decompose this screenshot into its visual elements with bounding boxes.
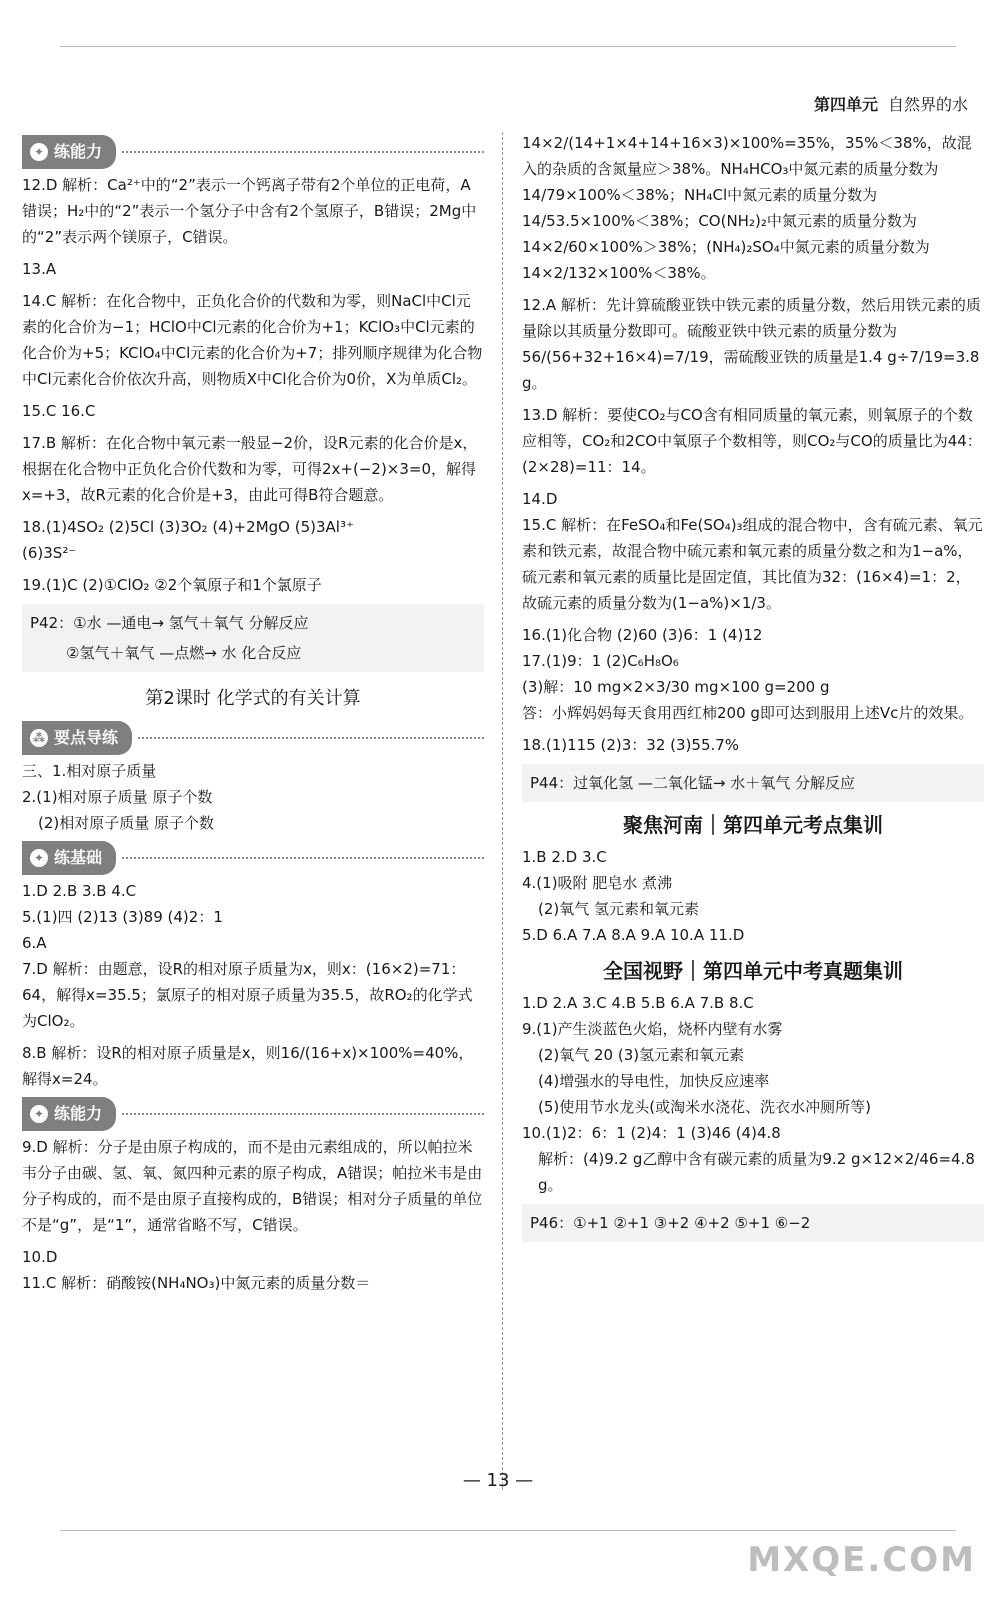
answer-15-16: 15.C 16.C — [22, 402, 96, 420]
national-9-4: (4)增强水的导电性，加快反应速率 — [538, 1072, 770, 1090]
runner-icon: ✦ — [30, 143, 48, 161]
right-column — [522, 130, 984, 1248]
national-1-8: 1.D 2.A 3.C 4.B 5.B 6.A 7.B 8.C — [522, 994, 754, 1012]
henan-5-11: 5.D 6.A 7.A 8.A 9.A 10.A 11.D — [522, 926, 745, 944]
answer-12-r: 12.A 解析：先计算硫酸亚铁中铁元素的质量分数，然后用铁元素的质量除以其质量分数即可。硫酸亚铁中铁元素的质量分数为56/(56+32+16×4)=7/19，需硫酸亚铁的质量是1.4 g÷7/19=3.8 g。 — [522, 296, 981, 392]
p46-box — [522, 1204, 984, 1242]
national-9-1: 9.(1)产生淡蓝色火焰，烧杯内壁有水雾 — [522, 1020, 783, 1038]
page-number: — 13 — — [462, 1470, 534, 1491]
henan-4-1: 4.(1)吸附 肥皂水 煮沸 — [522, 874, 673, 892]
section-banner-practice-ability: ✦ 练能力 — [22, 136, 484, 168]
answer-13-r: 13.D 解析：要使CO₂与CO含有相同质量的氧元素，则氧原子的个数应相等，CO₂和2CO中氧原子个数相等，则CO₂与CO的质量比为44：(2×28)=11：14。 — [522, 406, 982, 476]
unit-subtitle: 自然界的水 — [887, 95, 968, 114]
ability-10: 10.D — [22, 1248, 58, 1266]
bottom-rule — [60, 1530, 956, 1531]
p44-line: P44：过氧化氢 —二氧化锰→ 水＋氧气 分解反应 — [530, 774, 856, 792]
national-10-analysis: 解析：(4)9.2 g乙醇中含有碳元素的质量为9.2 g×12×2/46=4.8 g。 — [538, 1150, 975, 1194]
lesson-title: 第2课时 化学式的有关计算 — [145, 688, 361, 709]
answer-18-cont: (6)3S²⁻ — [22, 544, 77, 562]
watermark-logo: MXQE.COM — [747, 1540, 976, 1580]
basic-5: 5.(1)四 (2)13 (3)89 (4)2：1 — [22, 908, 223, 926]
national-10: 10.(1)2：6：1 (2)4：1 (3)46 (4)4.8 — [522, 1124, 781, 1142]
p42-line-1: P42：①水 —通电→ 氢气＋氧气 分解反应 — [30, 614, 309, 632]
runner-icon: ✦ — [30, 1105, 48, 1123]
answer-12: 12.D 解析：Ca²⁺中的“2”表示一个钙离子带有2个单位的正电荷，A错误；H₂中的“2”表示一个氢分子中含有2个氢原子，B错误；2Mg中的“2”表示两个镁原子，C错误。 — [22, 176, 477, 246]
column-divider — [502, 132, 503, 1490]
henan-1-3: 1.B 2.D 3.C — [522, 848, 607, 866]
section-banner-basics: ✦ 练基础 — [22, 842, 484, 874]
national-section-title: 全国视野｜第四单元中考真题集训 — [603, 959, 903, 983]
section-banner-practice-ability-2: ✦ 练能力 — [22, 1098, 484, 1130]
answer-17-r: 17.(1)9：1 (2)C₆H₈O₆ — [522, 652, 679, 670]
answer-18: 18.(1)4SO₂ (2)5Cl (3)3O₂ (4)+2MgO (5)3Al³⁺ — [22, 518, 354, 536]
answer-19: 19.(1)C (2)①ClO₂ ②2个氧原子和1个氯原子 — [22, 576, 322, 594]
unit-title: 第四单元 — [813, 95, 878, 114]
runner-icon: ✦ — [30, 849, 48, 867]
basic-1-4: 1.D 2.B 3.B 4.C — [22, 882, 137, 900]
henan-4-2: (2)氧气 氢元素和氧元素 — [538, 900, 700, 918]
answer-17: 17.B 解析：在化合物中氧元素一般显−2价，设R元素的化合价是x，根据在化合物中正负化合价代数和为零，可得2x+(−2)×3=0，解得x=+3，故R元素的化合价是+3，由此可得B符合题意。 — [22, 434, 478, 504]
national-9-2: (2)氧气 20 (3)氢元素和氧元素 — [538, 1046, 745, 1064]
key-3: (2)相对原子质量 原子个数 — [38, 814, 215, 832]
answer-11-cont: 14×2/(14+1×4+14+16×3)×100%=35%，35%＜38%，故混入的杂质的含氮量应＞38%。NH₄HCO₃中氮元素的质量分数为14/79×100%＜38%；NH₄Cl中氮元素的质量分数为14/53.5×100%＜38%；CO(NH₂)₂中氮元素的质量分数为14×2/60×100%＞38%；(NH₄)₂SO₄中氮元素的质量分数为14×2/132×100%＜38%。 — [522, 134, 972, 282]
p42-line-2: ②氢气＋氧气 —点燃→ 水 化合反应 — [66, 644, 302, 662]
answer-18-r: 18.(1)115 (2)3：32 (3)55.7% — [522, 736, 740, 754]
page-header — [814, 92, 968, 115]
answer-17-conclusion: 答：小辉妈妈每天食用西红柿200 g即可达到服用上述Vc片的效果。 — [522, 704, 974, 722]
answer-13: 13.A — [22, 260, 57, 278]
national-9-5: (5)使用节水龙头(或淘米水浇花、洗衣水冲厕所等) — [538, 1098, 871, 1116]
henan-section-title: 聚焦河南｜第四单元考点集训 — [623, 813, 883, 837]
key-2: 2.(1)相对原子质量 原子个数 — [22, 788, 213, 806]
ability-11: 11.C 解析：硝酸铵(NH₄NO₃)中氮元素的质量分数＝ — [22, 1274, 371, 1292]
p46-line: P46：①+1 ②+1 ③+2 ④+2 ⑤+1 ⑥−2 — [530, 1214, 811, 1232]
p44-box — [522, 764, 984, 802]
top-rule — [60, 46, 956, 47]
left-column — [22, 130, 484, 1296]
basic-6: 6.A — [22, 934, 47, 952]
ability-9: 9.D 解析：分子是由原子构成的，而不是由元素组成的，所以帕拉米韦分子由碳、氢、氧、氮四种元素的原子构成，A错误；帕拉米韦是由分子构成的，而不是由原子直接构成的，B错误；相对分子质量的单位不是“g”，是“1”，通常省略不写，C错误。 — [22, 1138, 483, 1234]
answer-14-r: 14.D — [522, 490, 558, 508]
grid-icon: ⁂ — [30, 729, 48, 747]
p42-box — [22, 604, 484, 672]
answer-15-r: 15.C 解析：在FeSO₄和Fe(SO₄)₃组成的混合物中，含有硫元素、氧元素和铁元素，故混合物中硫元素和氧元素的质量分数之和为1−a%，硫元素和氧元素的质量比是固定值，其比值为32：(16×4)=1：2，故硫元素的质量分数为(1−a%)×1/3。 — [522, 516, 983, 612]
answer-17-3: (3)解：10 mg×2×3/30 mg×100 g=200 g — [522, 678, 830, 696]
answer-14: 14.C 解析：在化合物中，正负化合价的代数和为零，则NaCl中Cl元素的化合价为−1；HClO中Cl元素的化合价为+1；KClO₃中Cl元素的化合价为+5；KClO₄中Cl元素的化合价为+7；排列顺序规律为化合物中Cl元素化合价依次升高，则物质X中Cl化合价为0价，X为单质Cl₂。 — [22, 292, 483, 388]
basic-8: 8.B 解析：设R的相对原子质量是x，则16/(16+x)×100%=40%，解得x=24。 — [22, 1044, 474, 1088]
answer-16-r: 16.(1)化合物 (2)60 (3)6：1 (4)12 — [522, 626, 763, 644]
section-banner-key-points: ⁂ 要点导练 — [22, 722, 484, 754]
basic-7: 7.D 解析：由题意，设R的相对原子质量为x，则x：(16×2)=71：64，解得x=35.5；氯原子的相对原子质量为35.5，故RO₂的化学式为ClO₂。 — [22, 960, 473, 1030]
key-1: 三、1.相对原子质量 — [22, 762, 157, 780]
